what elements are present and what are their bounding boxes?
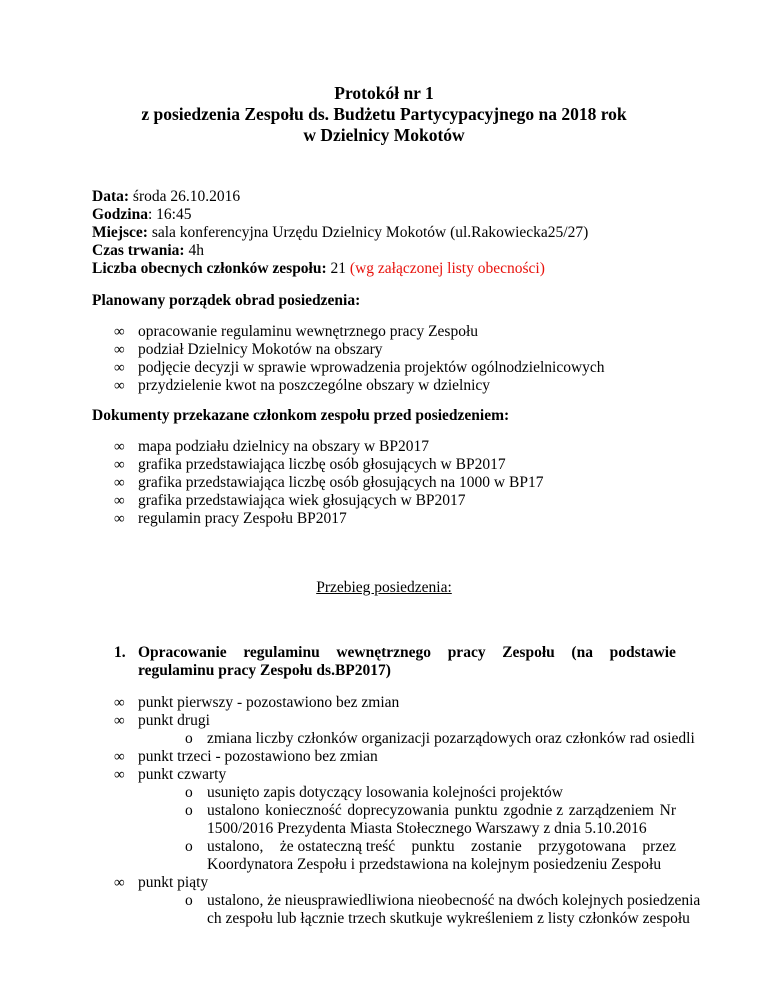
sub-point-item: zmiana liczby członków organizacji pozarządowych oraz członków rad osiedli	[207, 730, 695, 747]
circle-bullet-icon: o	[185, 784, 193, 801]
sub-point-item: ustalono konieczność doprecyzowania punktu zgodnie z zarządzeniem Nr	[207, 802, 676, 819]
hour-label: Godzina	[92, 206, 148, 223]
infinity-bullet-icon: ∞	[114, 875, 125, 891]
documents-heading: Dokumenty przekazane członkom zespołu przed posiedzeniem:	[92, 407, 510, 424]
duration-value: 4h	[184, 242, 204, 259]
infinity-bullet-icon: ∞	[114, 695, 125, 711]
infinity-bullet-icon: ∞	[114, 378, 125, 394]
point-item: punkt drugi	[138, 712, 210, 729]
circle-bullet-icon: o	[185, 730, 193, 747]
section-1-heading-cont: regulaminu pracy Zespołu ds.BP2017)	[138, 662, 391, 679]
attendance-note: (wg załączonej listy obecności)	[349, 260, 545, 277]
infinity-bullet-icon: ∞	[114, 713, 125, 729]
infinity-bullet-icon: ∞	[114, 439, 125, 455]
sub-point-item: ustalono, że nieusprawiedliwiona nieobecność na dwóch kolejnych posiedzenia	[207, 892, 701, 909]
point-item: punkt trzeci - pozostawiono bez zmian	[138, 748, 378, 765]
agenda-item: podjęcie decyzji w sprawie wprowadzenia projektów ogólnodzielnicowych	[138, 359, 605, 376]
sub-point-item: ustalono, że ostateczną treść punktu zostanie przygotowana przez	[207, 838, 676, 855]
section-number: 1.	[114, 644, 126, 661]
attendance-value: 21	[326, 260, 350, 277]
point-item: punkt piąty	[138, 874, 209, 891]
hour-value: : 16:45	[147, 206, 192, 223]
meta-duration	[92, 242, 204, 260]
agenda-item: podział Dzielnicy Mokotów na obszary	[138, 341, 383, 358]
infinity-bullet-icon: ∞	[114, 360, 125, 376]
infinity-bullet-icon: ∞	[114, 475, 125, 491]
circle-bullet-icon: o	[185, 838, 193, 855]
document-item: grafika przedstawiająca wiek głosujących w BP2017	[138, 492, 466, 509]
infinity-bullet-icon: ∞	[114, 749, 125, 765]
circle-bullet-icon: o	[185, 892, 193, 909]
point-item: punkt pierwszy - pozostawiono bez zmian	[138, 694, 400, 711]
document-item: grafika przedstawiająca liczbę osób głosujących na 1000 w BP17	[138, 474, 544, 491]
section-1-heading: Opracowanie regulaminu wewnętrznego pracy Zespołu (na podstawie	[138, 644, 676, 661]
sub-point-item-cont: Koordynatora Zespołu i przedstawiona na kolejnym posiedzeniu Zespołu	[207, 856, 662, 873]
title-line-1: Protokół nr 1	[334, 83, 434, 103]
date-label: Data:	[92, 188, 130, 205]
title-line-3: w Dzielnicy Mokotów	[303, 125, 465, 145]
infinity-bullet-icon: ∞	[114, 324, 125, 340]
date-value: środa 26.10.2016	[129, 188, 241, 205]
course-heading: Przebieg posiedzenia:	[316, 579, 452, 596]
meta-place	[92, 224, 588, 242]
attendance-label: Liczba obecnych członków zespołu:	[92, 260, 327, 277]
infinity-bullet-icon: ∞	[114, 342, 125, 358]
place-value: sala konferencyjna Urzędu Dzielnicy Mokotów (ul.Rakowiecka25/27)	[147, 224, 589, 241]
agenda-item: opracowanie regulaminu wewnętrznego pracy Zespołu	[138, 323, 479, 340]
agenda-item: przydzielenie kwot na poszczególne obszary w dzielnicy	[138, 377, 491, 394]
infinity-bullet-icon: ∞	[114, 767, 125, 783]
infinity-bullet-icon: ∞	[114, 457, 125, 473]
title-line-2: z posiedzenia Zespołu ds. Budżetu Partycypacyjnego na 2018 rok	[141, 104, 627, 124]
agenda-heading: Planowany porządek obrad posiedzenia:	[92, 292, 361, 309]
infinity-bullet-icon: ∞	[114, 511, 125, 527]
circle-bullet-icon: o	[185, 802, 193, 819]
point-item: punkt czwarty	[138, 766, 227, 783]
infinity-bullet-icon: ∞	[114, 493, 125, 509]
meta-date	[92, 188, 240, 206]
document-item: grafika przedstawiająca liczbę osób głosujących w BP2017	[138, 456, 506, 473]
document-item: regulamin pracy Zespołu BP2017	[138, 510, 347, 527]
sub-point-item: usunięto zapis dotyczący losowania kolejności projektów	[207, 784, 563, 801]
document-item: mapa podziału dzielnicy na obszary w BP2017	[138, 438, 429, 455]
meta-attendance	[92, 260, 545, 278]
place-label: Miejsce:	[92, 224, 148, 241]
duration-label: Czas trwania:	[92, 242, 185, 259]
meta-hour	[92, 206, 191, 224]
sub-point-item-cont: 1500/2016 Prezydenta Miasta Stołecznego Warszawy z dnia 5.10.2016	[207, 820, 647, 837]
sub-point-item-cont: ch zespołu lub łącznie trzech skutkuje wykreśleniem z listy członków zespołu	[207, 910, 690, 927]
